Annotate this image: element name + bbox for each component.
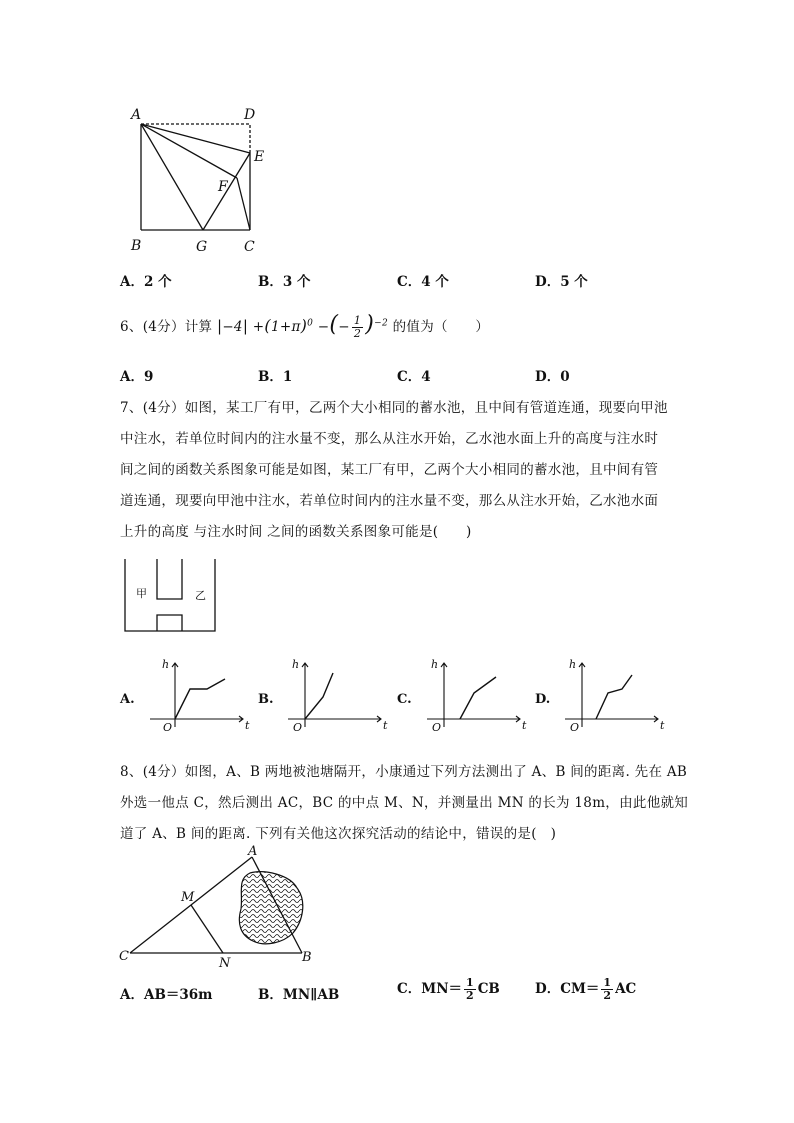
q8-line-2: 外选一他点 C，然后测出 AC，BC 的中点 M、N，并测量出 MN 的长为 18m，由此他就知 [120,795,689,811]
axis-origin: O [293,721,303,734]
label-A: A [248,844,258,859]
q7-line-1: 7、(4分）如图，某工厂有甲，乙两个大小相同的蓄水池，且中间有管道连通，现要向甲池 [120,400,668,416]
pond-figure [115,843,325,973]
q7-graph-c[interactable] [422,655,532,735]
axis-origin: O [570,721,580,734]
q6-question [120,312,489,340]
q8-option-c[interactable] [397,977,500,1002]
q6-prefix: 6、(4分）计算 [120,319,213,335]
q7-option-c[interactable]: C. [397,692,412,707]
axis-t: t [383,719,388,732]
q5-option-b[interactable]: B．3 个 [258,274,311,290]
q6-pow-neg2: −2 [374,318,388,329]
q7-line-3: 间之间的函数关系图象可能是如图，某工厂有甲，乙两个大小相同的蓄水池，且中间有管 [120,462,659,478]
tank-label-left: 甲 [136,587,147,600]
axis-t: t [245,719,250,732]
q8-option-c-pre: C．MN＝ [397,981,463,997]
q7-line-4: 道连通，现要向甲池中注水，若单位时间内的注水量不变，那么从注水开始，乙水池水面 [120,493,659,509]
tank-label-right: 乙 [195,589,206,602]
q5-option-a[interactable]: A．2 个 [120,274,172,290]
pond-shape [239,872,302,944]
q6-frac-num: 1 [353,314,362,327]
q7-option-a[interactable]: A. [120,692,135,707]
label-E: E [254,149,265,165]
label-F: F [218,179,228,195]
q7-line-5: 上升的高度 与注水时间 之间的函数关系图象可能是( ) [120,524,472,540]
q7-option-d[interactable]: D. [535,692,551,707]
axis-origin: O [163,721,173,734]
q8-line-3: 道了 A、B 间的距离. 下列有关他这次探究活动的结论中，错误的是( ) [120,826,557,842]
q8-option-d-post: AC [615,981,637,997]
q8-option-d-pre: D．CM＝ [535,981,600,997]
label-D: D [244,107,256,123]
label-B: B [302,950,312,965]
q8-option-d[interactable] [535,977,636,1002]
axis-t: t [522,719,527,732]
label-C: C [244,239,255,255]
q6-paren-value: 1+π [270,319,301,335]
label-G: G [196,239,208,255]
axis-t: t [660,719,665,732]
label-C: C [119,949,129,964]
square-figure [125,100,275,260]
q7-graph-a[interactable] [145,655,255,735]
frac-den: 2 [466,989,474,1002]
q8-option-b[interactable]: B．MN∥AB [258,987,340,1003]
q8-option-c-fraction [464,977,476,1002]
q6-option-b[interactable]: B．1 [258,369,293,385]
q7-option-b[interactable]: B. [258,692,274,707]
q6-option-d[interactable]: D．0 [535,369,570,385]
axis-h: h [162,658,170,671]
q6-formula: $|-4| +(1+\pi)^0$ −(− $\frac{1}{2}$ )$^{-2}$ [216,312,388,340]
tank-figure [120,555,220,635]
frac-num: 1 [603,976,612,989]
q8-line-1: 8、(4分）如图，A、B 两地被池塘隔开，小康通过下列方法测出了 A、B 间的距离. 先在 AB [120,764,688,780]
q6-suffix: 的值为（ ） [392,319,490,335]
q7-line-2: 中注水，若单位时间内的注水量不变，那么从注水开始，乙水池水面上升的高度与注水时 [120,431,659,447]
q7-graph-d[interactable] [560,655,670,735]
axis-origin: O [432,721,442,734]
q6-option-a[interactable]: A．9 [120,369,154,385]
label-M: M [181,890,195,905]
q6-pow0: 0 [307,318,314,329]
q5-option-c[interactable]: C．4 个 [397,274,449,290]
q6-option-c[interactable]: C．4 [397,369,431,385]
label-B: B [131,238,142,254]
axis-h: h [569,658,577,671]
q6-fraction [352,315,363,340]
q6-frac-den: 2 [353,327,362,340]
axis-h: h [431,658,439,671]
label-N: N [219,956,231,971]
q8-option-d-fraction [601,977,613,1002]
q7-graph-b[interactable] [283,655,393,735]
q8-option-c-post: CB [477,981,500,997]
frac-num: 1 [466,976,474,989]
q8-option-a[interactable]: A．AB＝36m [120,987,213,1003]
frac-den: 2 [603,989,612,1002]
axis-h: h [292,658,300,671]
q6-abs-value: −4 [222,319,243,335]
q5-option-d[interactable]: D．5 个 [535,274,588,290]
label-A: A [131,107,142,123]
